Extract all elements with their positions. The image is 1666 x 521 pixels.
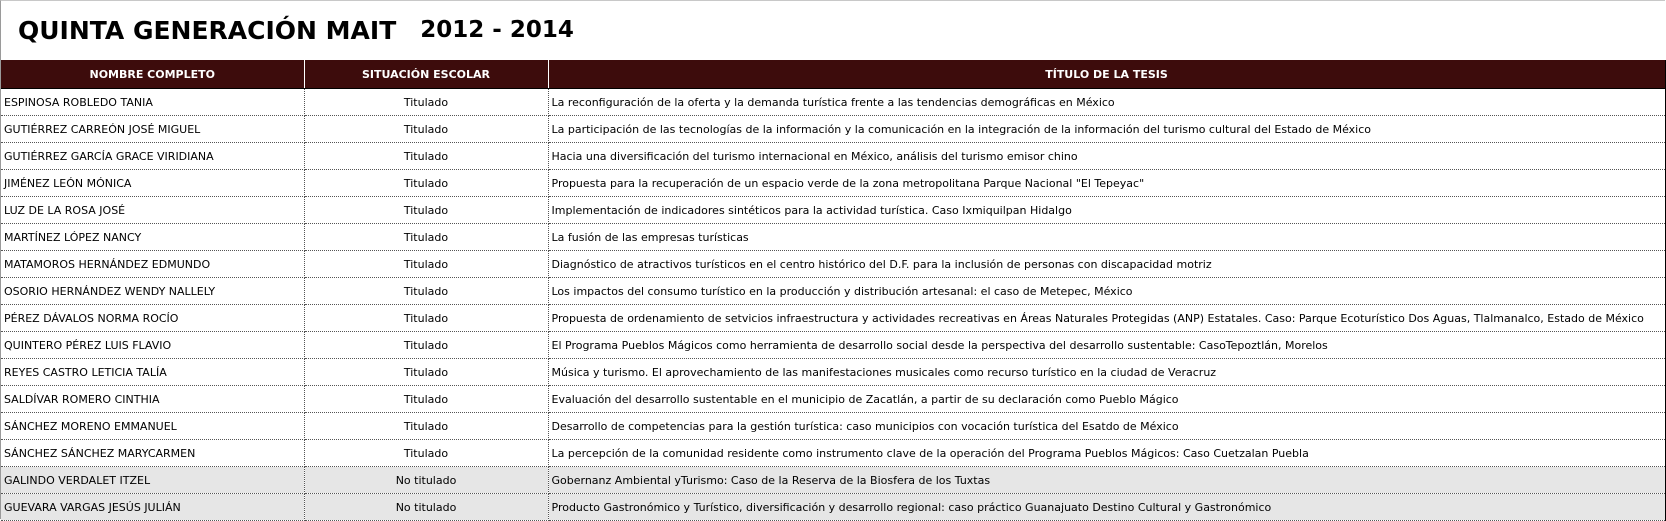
column-header-name: NOMBRE COMPLETO (1, 60, 304, 89)
student-name-cell: JIMÉNEZ LEÓN MÓNICA (1, 170, 304, 197)
page-title (18, 8, 574, 52)
table-row (1, 359, 1665, 386)
column-header-status: SITUACIÓN ESCOLAR (304, 60, 548, 89)
school-status-cell: Titulado (304, 197, 548, 224)
school-status-cell: Titulado (304, 386, 548, 413)
student-name-cell: GALINDO VERDALET ITZEL (1, 467, 304, 494)
school-status-cell: No titulado (304, 494, 548, 521)
thesis-title-cell: Hacia una diversificación del turismo internacional en México, análisis del turismo emisor chino (548, 143, 1665, 170)
student-name-cell: SALDÍVAR ROMERO CINTHIA (1, 386, 304, 413)
table-row (1, 332, 1665, 359)
column-header-thesis-title: TÍTULO DE LA TESIS (548, 60, 1665, 89)
thesis-title-cell: Producto Gastronómico y Turístico, diversificación y desarrollo regional: caso práctico Guanajuato Destino Cultural y Gastronómico (548, 494, 1665, 521)
table-row (1, 467, 1665, 494)
table-row (1, 89, 1665, 116)
table-row (1, 251, 1665, 278)
thesis-title-cell: Implementación de indicadores sintéticos para la actividad turística. Caso Ixmiquilpan Hidalgo (548, 197, 1665, 224)
student-name-cell: GUTIÉRREZ CARREÓN JOSÉ MIGUEL (1, 116, 304, 143)
school-status-cell: Titulado (304, 143, 548, 170)
thesis-title-cell: Evaluación del desarrollo sustentable en el municipio de Zacatlán, a partir de su declaración como Pueblo Mágico (548, 386, 1665, 413)
school-status-cell: Titulado (304, 359, 548, 386)
school-status-cell: Titulado (304, 278, 548, 305)
student-name-cell: OSORIO HERNÁNDEZ WENDY NALLELY (1, 278, 304, 305)
generation-title: QUINTA GENERACIÓN MAIT (18, 15, 397, 45)
table-row (1, 116, 1665, 143)
student-name-cell: MATAMOROS HERNÁNDEZ EDMUNDO (1, 251, 304, 278)
thesis-title-cell: Propuesta para la recuperación de un espacio verde de la zona metropolitana Parque Nacional "El Tepeyac" (548, 170, 1665, 197)
thesis-title-cell: La participación de las tecnologías de la información y la comunicación en la integración de la información del turismo cultural del Estado de México (548, 116, 1665, 143)
thesis-title-cell: Gobernanz Ambiental yTurismo: Caso de la Reserva de la Biosfera de los Tuxtas (548, 467, 1665, 494)
student-name-cell: MARTÍNEZ LÓPEZ NANCY (1, 224, 304, 251)
generation-years: 2012 - 2014 (420, 17, 574, 43)
thesis-title-cell: Desarrollo de competencias para la gestión turística: caso municipios con vocación turística del Esatdo de México (548, 413, 1665, 440)
table-header-row (1, 60, 1665, 89)
school-status-cell: Titulado (304, 440, 548, 467)
school-status-cell: Titulado (304, 89, 548, 116)
school-status-cell: Titulado (304, 332, 548, 359)
table-row (1, 386, 1665, 413)
table-row (1, 224, 1665, 251)
school-status-cell: Titulado (304, 116, 548, 143)
school-status-cell: Titulado (304, 170, 548, 197)
table-row (1, 143, 1665, 170)
table-row (1, 170, 1665, 197)
school-status-cell: Titulado (304, 224, 548, 251)
table-row (1, 440, 1665, 467)
school-status-cell: No titulado (304, 467, 548, 494)
student-name-cell: LUZ DE LA ROSA JOSÉ (1, 197, 304, 224)
table-row (1, 413, 1665, 440)
student-name-cell: PÉREZ DÁVALOS NORMA ROCÍO (1, 305, 304, 332)
student-name-cell: SÁNCHEZ SÁNCHEZ MARYCARMEN (1, 440, 304, 467)
table-row (1, 494, 1665, 521)
thesis-title-cell: El Programa Pueblos Mágicos como herramienta de desarrollo social desde la perspectiva del desarrollo sustentable: CasoTepoztlán, Morelos (548, 332, 1665, 359)
table-body (1, 89, 1665, 521)
student-name-cell: REYES CASTRO LETICIA TALÍA (1, 359, 304, 386)
thesis-title-cell: La fusión de las empresas turísticas (548, 224, 1665, 251)
table-row (1, 278, 1665, 305)
thesis-title-cell: Propuesta de ordenamiento de setvicios infraestructura y actividades recreativas en Áreas Naturales Protegidas (ANP) Estatales. Caso: Parque Ecoturístico Dos Aguas, Tlalmanalco, Estado de México (548, 305, 1665, 332)
thesis-title-cell: La percepción de la comunidad residente como instrumento clave de la operación del Programa Pueblos Mágicos: Caso Cuetzalan Puebla (548, 440, 1665, 467)
student-name-cell: SÁNCHEZ MORENO EMMANUEL (1, 413, 304, 440)
table-row (1, 305, 1665, 332)
school-status-cell: Titulado (304, 305, 548, 332)
table-row (1, 197, 1665, 224)
school-status-cell: Titulado (304, 413, 548, 440)
school-status-cell: Titulado (304, 251, 548, 278)
thesis-title-cell: Diagnóstico de atractivos turísticos en el centro histórico del D.F. para la inclusión de personas con discapacidad motriz (548, 251, 1665, 278)
student-name-cell: QUINTERO PÉREZ LUIS FLAVIO (1, 332, 304, 359)
thesis-table (1, 60, 1666, 521)
student-name-cell: GUEVARA VARGAS JESÚS JULIÁN (1, 494, 304, 521)
thesis-title-cell: Música y turismo. El aprovechamiento de las manifestaciones musicales como recurso turístico en la ciudad de Veracruz (548, 359, 1665, 386)
thesis-title-cell: La reconfiguración de la oferta y la demanda turística frente a las tendencias demográficas en México (548, 89, 1665, 116)
thesis-title-cell: Los impactos del consumo turístico en la producción y distribución artesanal: el caso de Metepec, México (548, 278, 1665, 305)
student-name-cell: GUTIÉRREZ GARCÍA GRACE VIRIDIANA (1, 143, 304, 170)
student-name-cell: ESPINOSA ROBLEDO TANIA (1, 89, 304, 116)
